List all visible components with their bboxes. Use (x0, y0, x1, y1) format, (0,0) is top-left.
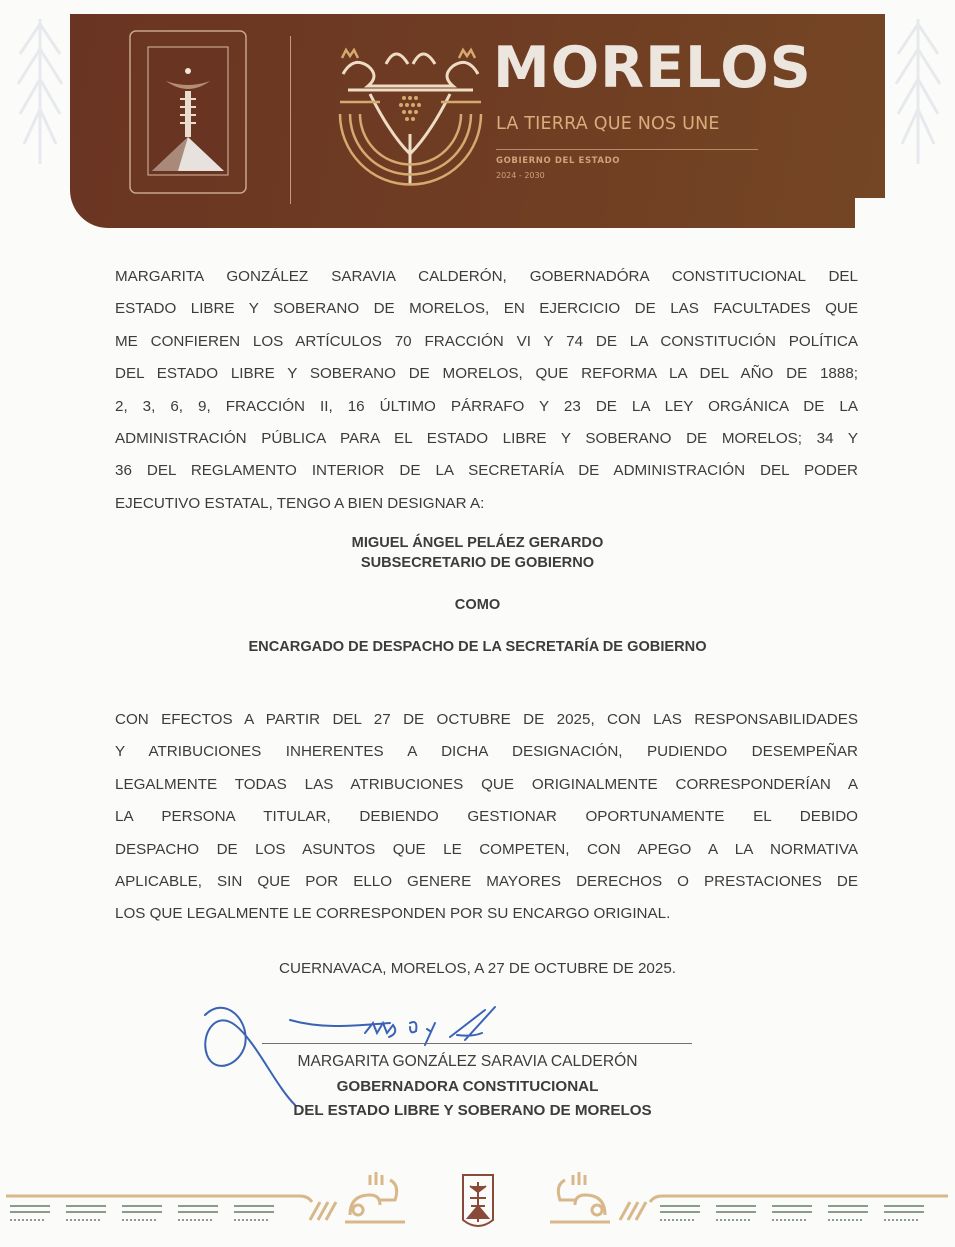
appointment-title: ENCARGADO DE DESPACHO DE LA SECRETARÍA DE GOBIERNO (248, 639, 707, 655)
intro-paragraph (115, 261, 858, 520)
footer-seal-icon (463, 1175, 493, 1226)
signer-name: MARGARITA GONZÁLEZ SARAVIA CALDERÓN (297, 1053, 638, 1070)
feather-watermark-icon (888, 14, 948, 224)
intro-line: DEL ESTADO LIBRE Y SOBERANO DE MORELOS, QUE REFORMA LA DEL AÑO DE 1888; (115, 365, 858, 383)
effects-line: LEGALMENTE TODAS LAS ATRIBUCIONES QUE ORIGINALMENTE CORRESPONDERÍAN A (115, 775, 858, 793)
place-date: CUERNAVACA, MORELOS, A 27 DE OCTUBRE DE 2025. (279, 960, 676, 977)
right-border-pattern (620, 1196, 948, 1220)
morelos-emblem-icon (328, 34, 493, 199)
appointee-name: MIGUEL ÁNGEL PELÁEZ GERARDO (351, 535, 604, 551)
signer-entity: DEL ESTADO LIBRE Y SOBERANO DE MORELOS (293, 1102, 652, 1119)
header-divider (290, 36, 291, 204)
left-glyph (345, 1172, 405, 1222)
brand-government: GOBIERNO DEL ESTADO (496, 156, 621, 166)
effects-line: Y ATRIBUCIONES INHERENTES A DICHA DESIGNACIÓN, PUDIENDO DESEMPEÑAR (115, 743, 858, 761)
letterhead-banner (70, 14, 885, 228)
effects-line: APLICABLE, SIN QUE POR ELLO GENERE MAYORES DERECHOS O PRESTACIONES DE (115, 873, 858, 891)
left-border-pattern (6, 1196, 336, 1220)
brand-tagline: LA TIERRA QUE NOS UNE (496, 114, 720, 134)
intro-line: 36 DEL REGLAMENTO INTERIOR DE LA SECRETARÍA DE ADMINISTRACIÓN DEL PODER (115, 462, 858, 480)
como-label: COMO (454, 597, 501, 613)
effects-line: DESPACHO DE LOS ASUNTOS QUE LE COMPETEN, CON APEGO A LA NORMATIVA (115, 840, 858, 858)
intro-line: ESTADO LIBRE Y SOBERANO DE MORELOS, EN EJERCICIO DE LAS FACULTADES QUE (115, 300, 858, 318)
brand-rule (496, 149, 758, 150)
signer-title: GOBERNADORA CONSTITUCIONAL (336, 1078, 599, 1095)
effects-paragraph (115, 704, 858, 931)
state-seal-icon (128, 29, 248, 195)
brand-title: MORELOS (493, 35, 812, 101)
right-glyph (550, 1172, 610, 1222)
intro-line: EJECUTIVO ESTATAL, TENGO A BIEN DESIGNAR A: (115, 494, 485, 512)
intro-line: MARGARITA GONZÁLEZ SARAVIA CALDERÓN, GOBERNADÓRA CONSTITUCIONAL DEL (115, 268, 858, 285)
intro-line: 2, 3, 6, 9, FRACCIÓN II, 16 ÚLTIMO PÁRRAFO Y 23 DE LA LEY ORGÁNICA DE LA (115, 397, 858, 415)
intro-line: ADMINISTRACIÓN PÚBLICA PARA EL ESTADO LIBRE Y SOBERANO DE MORELOS; 34 Y (115, 430, 858, 448)
effects-line: CON EFECTOS A PARTIR DEL 27 DE OCTUBRE DE 2025, CON LAS RESPONSABILIDADES (115, 711, 858, 728)
brand-years: 2024 - 2030 (496, 171, 545, 180)
intro-line: ME CONFIEREN LOS ARTÍCULOS 70 FRACCIÓN VI Y 74 DE LA CONSTITUCIÓN POLÍTICA (115, 332, 858, 350)
footer-ornament (0, 1160, 955, 1247)
feather-watermark-icon (10, 14, 70, 224)
effects-line: LOS QUE LEGALMENTE LE CORRESPONDEN POR SU ENCARGO ORIGINAL. (115, 905, 671, 923)
appointee-position: SUBSECRETARIO DE GOBIERNO (360, 555, 595, 571)
effects-line: LA PERSONA TITULAR, DEBIENDO GESTIONAR OPORTUNAMENTE EL DEBIDO (115, 808, 858, 826)
signature-line (262, 1043, 692, 1044)
